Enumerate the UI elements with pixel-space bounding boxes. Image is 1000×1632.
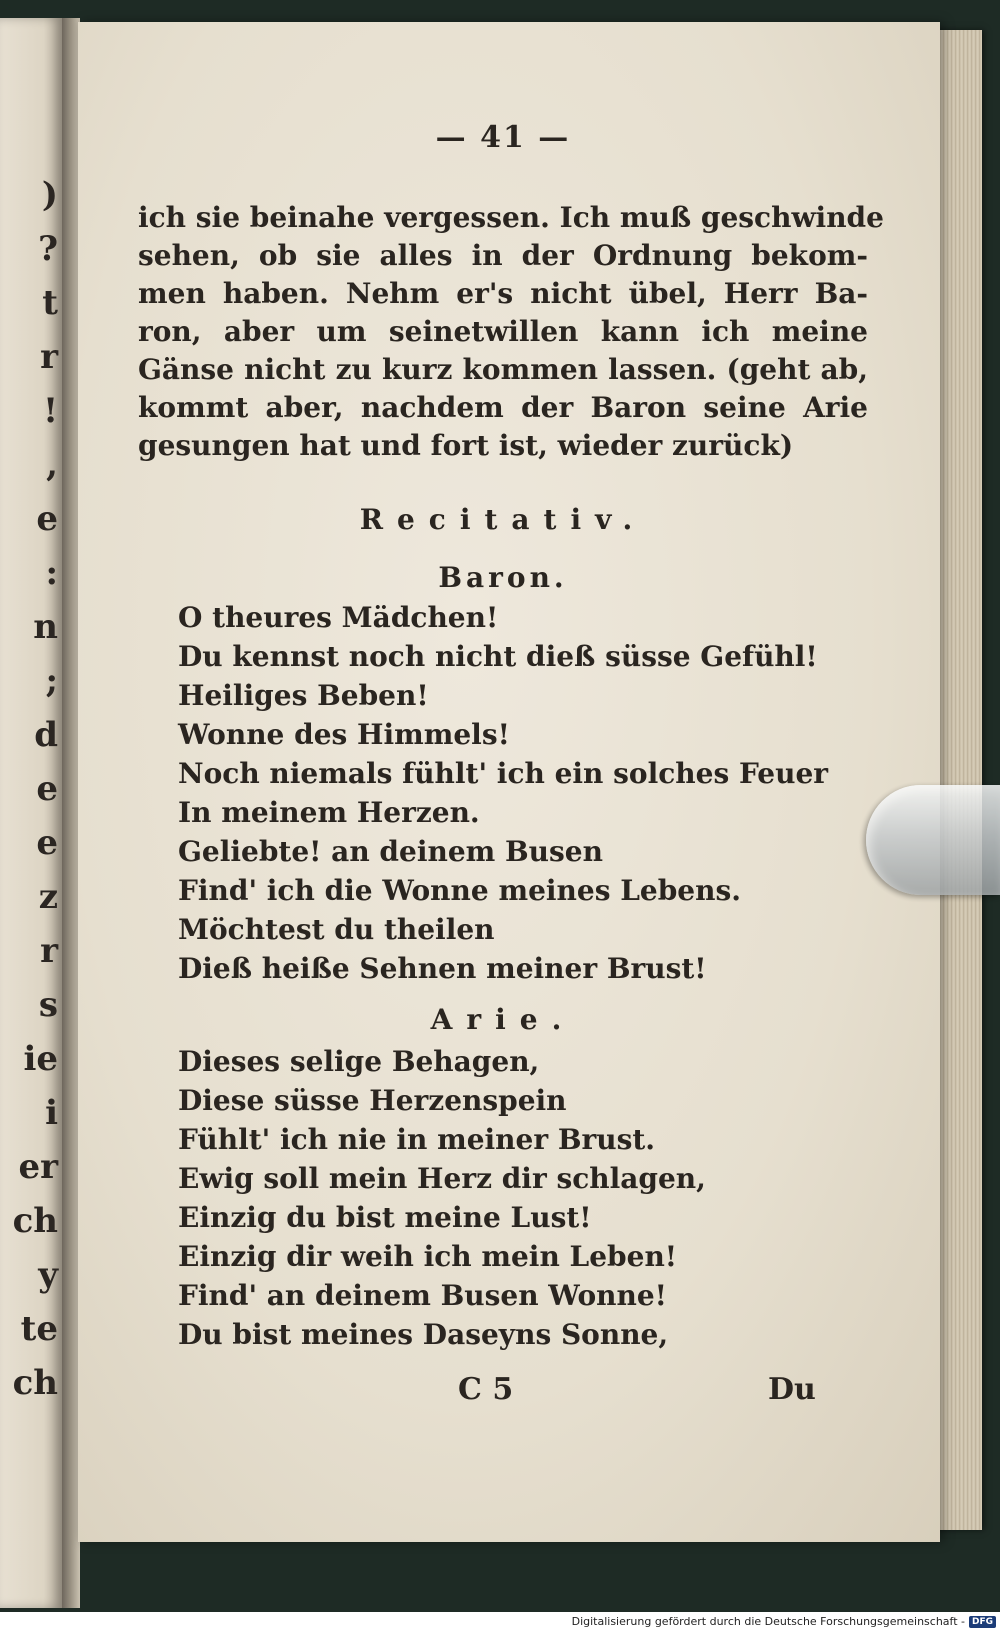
verse-line: Geliebte! an deinem Busen bbox=[178, 835, 603, 868]
verse-line: Dieß heiße Sehnen meiner Brust! bbox=[178, 952, 707, 985]
left-page-fragment: t bbox=[42, 283, 58, 323]
verse-line: Heiliges Beben! bbox=[178, 679, 429, 712]
verse-line: Ewig soll mein Herz dir schlagen, bbox=[178, 1162, 706, 1195]
left-page-fragment: z bbox=[38, 877, 58, 917]
arie-heading: Arie. bbox=[430, 1003, 576, 1036]
signature-mark: C 5 bbox=[458, 1372, 514, 1407]
left-page-fragment: ch bbox=[12, 1363, 58, 1403]
prose-line: gesungen hat und fort ist, wieder zurück) bbox=[138, 429, 794, 462]
verse-line: In meinem Herzen. bbox=[178, 796, 480, 829]
left-page-fragment: ? bbox=[38, 229, 58, 269]
left-page-fragment: : bbox=[45, 553, 58, 593]
left-page-fragment: y bbox=[38, 1255, 58, 1295]
verse-line: Einzig dir weih ich mein Leben! bbox=[178, 1240, 678, 1273]
left-page-fragment: r bbox=[40, 931, 58, 971]
catchword: Du bbox=[768, 1372, 816, 1407]
prose-line: ron, aber um seinetwillen kann ich meine bbox=[138, 315, 868, 348]
left-page-fragment: ch bbox=[12, 1201, 58, 1241]
recitativ-heading: Recitativ. bbox=[359, 503, 647, 536]
prose-line: Gänse nicht zu kurz kommen lassen. (geht ab, bbox=[138, 353, 868, 386]
verse-line: Noch niemals fühlt' ich ein solches Feuer bbox=[178, 757, 829, 790]
left-page-fragment: ie bbox=[23, 1039, 58, 1079]
left-page-fragment: i bbox=[45, 1093, 58, 1133]
verse-line: Möchtest du theilen bbox=[178, 913, 495, 946]
left-page-fragment: , bbox=[46, 445, 58, 485]
prose-line: sehen, ob sie alles in der Ordnung bekom- bbox=[138, 239, 868, 272]
left-page-fragment: r bbox=[40, 337, 58, 377]
left-page-fragment: ) bbox=[41, 175, 58, 215]
left-page-fragment: s bbox=[38, 985, 58, 1025]
left-page-edge bbox=[0, 18, 62, 1608]
footer-credit-text: Digitalisierung gefördert durch die Deutsche Forschungsgemeinschaft - bbox=[571, 1615, 965, 1628]
speaker-name: Baron. bbox=[438, 561, 568, 594]
book-page bbox=[78, 22, 940, 1542]
verse-line: Find' ich die Wonne meines Lebens. bbox=[178, 874, 741, 907]
left-page-fragment: er bbox=[18, 1147, 58, 1187]
left-page-fragment: ! bbox=[43, 391, 58, 431]
verse-line: Fühlt' ich nie in meiner Brust. bbox=[178, 1123, 656, 1156]
page-clip bbox=[866, 785, 1000, 895]
left-page-fragment: d bbox=[34, 715, 58, 755]
verse-line: Wonne des Himmels! bbox=[178, 718, 510, 751]
left-page-fragment: e bbox=[36, 769, 58, 809]
verse-line: Du bist meines Daseyns Sonne, bbox=[178, 1318, 669, 1351]
verse-line: Du kennst noch nicht dieß süsse Gefühl! bbox=[178, 640, 818, 673]
prose-line: men haben. Nehm er's nicht übel, Herr Ba- bbox=[138, 277, 868, 310]
page-number: — 41 — bbox=[435, 120, 571, 155]
verse-line: Dieses selige Behagen, bbox=[178, 1045, 540, 1078]
prose-line: kommt aber, nachdem der Baron seine Arie bbox=[138, 391, 868, 424]
verse-line: Einzig du bist meine Lust! bbox=[178, 1201, 592, 1234]
left-page-fragment: te bbox=[20, 1309, 58, 1349]
dfg-logo: DFG bbox=[969, 1616, 996, 1628]
left-page-fragment: ; bbox=[45, 661, 58, 701]
verse-line: Find' an deinem Busen Wonne! bbox=[178, 1279, 667, 1312]
left-page-fragment: e bbox=[36, 499, 58, 539]
verse-line: Diese süsse Herzenspein bbox=[178, 1084, 567, 1117]
prose-line: ich sie beinahe vergessen. Ich muß geschwinde bbox=[138, 201, 884, 234]
footer-credit bbox=[572, 1615, 996, 1628]
verse-line: O theures Mädchen! bbox=[178, 601, 499, 634]
left-page-fragment: e bbox=[36, 823, 58, 863]
left-page-fragment: n bbox=[33, 607, 58, 647]
